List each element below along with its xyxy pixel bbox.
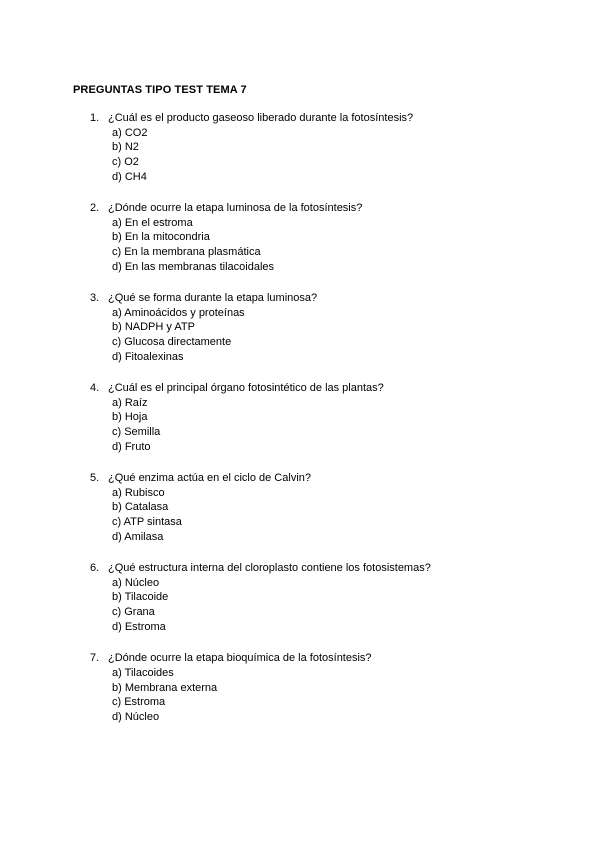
- question-text: ¿Qué se forma durante la etapa luminosa?: [108, 292, 318, 305]
- option-list: [90, 306, 570, 365]
- question-5: [90, 471, 570, 545]
- question-text: ¿Qué estructura interna del cloroplasto contiene los fotosistemas?: [108, 562, 431, 575]
- question-number: 1.: [90, 112, 100, 124]
- answer-option: d) Estroma: [112, 620, 166, 633]
- question-text: ¿Cuál es el principal órgano fotosintético de las plantas?: [108, 382, 384, 395]
- answer-option: a) En el estroma: [112, 216, 193, 229]
- question-text: ¿Cuál es el producto gaseoso liberado durante la fotosíntesis?: [108, 112, 414, 124]
- answer-option: a) Raíz: [112, 396, 148, 409]
- question-3: [90, 291, 570, 365]
- option-list: [90, 666, 570, 725]
- option-list: [90, 486, 570, 545]
- question-4: [90, 381, 570, 455]
- answer-option: d) Fruto: [112, 440, 151, 453]
- answer-option: a) CO2: [112, 126, 148, 139]
- question-number: 4.: [90, 382, 100, 395]
- question-number: 3.: [90, 292, 100, 305]
- answer-option: a) Núcleo: [112, 576, 160, 589]
- answer-option: a) Rubisco: [112, 486, 165, 499]
- answer-option: d) Fitoalexinas: [112, 350, 184, 363]
- question-1: [90, 111, 570, 185]
- answer-option: c) En la membrana plasmática: [112, 246, 261, 259]
- question-text: ¿Qué enzima actúa en el ciclo de Calvin?: [108, 472, 311, 485]
- question-line: [90, 651, 570, 666]
- question-line: [90, 561, 570, 576]
- question-7: [90, 651, 570, 725]
- question-number: 2.: [90, 202, 100, 215]
- question-number: 7.: [90, 652, 100, 665]
- page-title: PREGUNTAS TIPO TEST TEMA 7: [73, 84, 247, 96]
- question-text: ¿Dónde ocurre la etapa luminosa de la fotosíntesis?: [108, 202, 363, 215]
- answer-option: c) O2: [112, 156, 139, 169]
- question-line: [90, 201, 570, 216]
- option-list: [90, 126, 570, 185]
- option-list: [90, 576, 570, 635]
- answer-option: d) Amilasa: [112, 530, 164, 543]
- question-2: [90, 201, 570, 275]
- question-line: [90, 471, 570, 486]
- question-line: [90, 381, 570, 396]
- answer-option: b) NADPH y ATP: [112, 321, 195, 334]
- question-number: 5.: [90, 472, 100, 485]
- answer-option: a) Aminoácidos y proteínas: [112, 306, 245, 319]
- answer-option: c) ATP sintasa: [112, 516, 182, 529]
- answer-option: c) Glucosa directamente: [112, 336, 232, 349]
- answer-option: b) En la mitocondria: [112, 231, 210, 244]
- question-text: ¿Dónde ocurre la etapa bioquímica de la fotosíntesis?: [108, 652, 372, 665]
- answer-option: b) Membrana externa: [112, 681, 218, 694]
- answer-option: c) Semilla: [112, 426, 161, 439]
- answer-option: d) CH4: [112, 170, 147, 183]
- question-6: [90, 561, 570, 635]
- option-list: [90, 396, 570, 455]
- answer-option: b) Catalasa: [112, 501, 169, 514]
- answer-option: b) Tilacoide: [112, 591, 169, 604]
- answer-option: b) Hoja: [112, 411, 148, 424]
- answer-option: c) Grana: [112, 606, 155, 619]
- question-line: [90, 111, 570, 126]
- answer-option: a) Tilacoides: [112, 666, 174, 679]
- answer-option: c) Estroma: [112, 696, 166, 709]
- question-line: [90, 291, 570, 306]
- answer-option: d) En las membranas tilacoidales: [112, 260, 275, 273]
- question-number: 6.: [90, 562, 100, 575]
- question-list: [90, 111, 570, 741]
- option-list: [90, 216, 570, 275]
- answer-option: b) N2: [112, 141, 139, 154]
- answer-option: d) Núcleo: [112, 710, 160, 723]
